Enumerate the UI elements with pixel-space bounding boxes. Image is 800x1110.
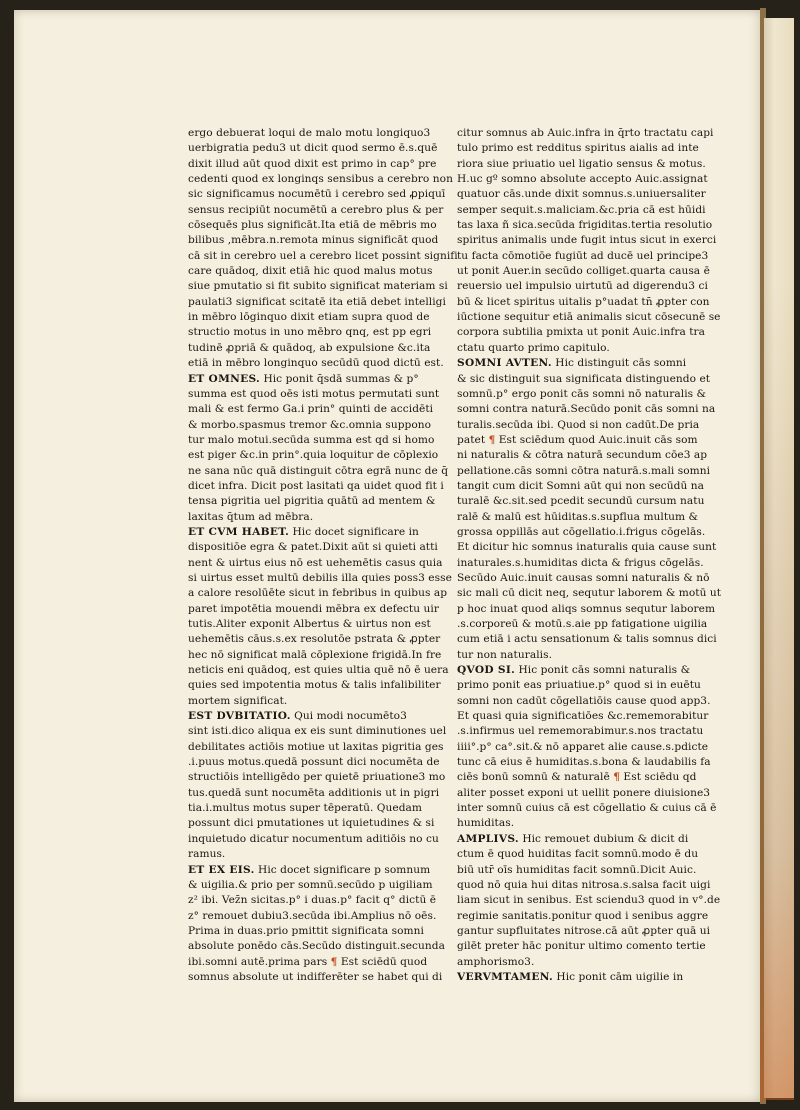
text-line: paulati3 significat scitatē ita etiā debet intelligi [188, 295, 446, 308]
text-line: etiā in mēbro longinquo secūdū quod dictū est. [188, 357, 444, 370]
text-line: in mēbro lōginquo dixit etiam supra quod de [188, 311, 430, 324]
text-line: quies sed impotentia motus & talis infalibiliter [188, 679, 441, 692]
text-line: tia.i.multus motus super tēperatū. Quedam [188, 802, 423, 815]
text-line: hec nō significat malā cōplexione frigidā.In fre [188, 648, 442, 661]
text-line: si uirtus esset multū debilis illa quies poss3 esse [188, 571, 452, 584]
text-line: Secūdo Auic.inuit causas somni naturalis & nō [457, 571, 710, 584]
text-line: spiritus animalis unde fugit intus sicut in exerci [457, 234, 717, 247]
text-line: .s.infirmus uel rememorabimur.s.nos tractatu [457, 725, 704, 738]
rubric-heading: SOMNI AVTEN. [457, 357, 552, 370]
rubric-line: ET CVM HABET. Hic docet significare in [188, 525, 419, 538]
text-line: primo ponit eas priuatiue.p° quod si in euētu [457, 679, 701, 692]
text-line: biū utr̄ oīs humiditas facit somnū.Dicit Auic. [457, 863, 697, 876]
text-line: tunc cā eius ē humiditas.s.bona & laudabilis fa [457, 756, 711, 769]
text-line: cōsequēs plus significāt.Ita etiā de mēbris mo [188, 219, 437, 232]
text-line: ut ponit Auer.in secūdo colliget.quarta causa ē [457, 265, 710, 278]
text-line: iiii°.p° ca°.sit.& nō apparet alie cause.s.pdicte [457, 740, 709, 753]
page-edge-stain [760, 280, 794, 1100]
text-line: semper sequit.s.maliciam.&c.pria cā est hūidi [457, 203, 706, 216]
text-line: uehemētis cāus.s.ex resolutōe pstrata & ꝓpter [188, 633, 441, 646]
text-line: bilibus ,mēbra.n.remota minus significāt quod [188, 234, 439, 247]
text-line: dicet infra. Dicit post lasitati qa uidet quod fit i [188, 479, 444, 492]
text-line: inter somnū cuius cā est cōgellatio & cuius cā ē [457, 802, 717, 815]
text-line: care quādoq, dixit etiā hic quod malus motus [188, 265, 433, 278]
text-line: gantur supfluitates nitrose.cā aūt ꝓpter quā ui [457, 924, 711, 937]
text-line: Et quasi quia significatiōes &c.rememorabitur [457, 710, 709, 723]
text-line: corpora subtilia pmixta ut ponit Auic.infra tra [457, 326, 706, 339]
text-line: somni non cadūt cōgellatiōis cause quod app3. [457, 694, 711, 707]
text-line: ramus. [188, 848, 226, 861]
text-line: pellatione.cās somni cōtra naturā.s.mali somni [457, 464, 711, 477]
text-line: ergo debuerat loqui de malo motu longiquo3 [188, 127, 431, 139]
rubric-line: ET EX EIS. Hic docet significare p somnum [188, 863, 431, 876]
text-line: bū & licet spiritus uitalis p°uadat tn̄ ꝓpter con [457, 295, 710, 308]
text-line: tensa pigritia uel pigritia quātū ad mentem & [188, 495, 436, 508]
text-line: iūctione sequitur etiā animalis sicut cōsecunē se [457, 311, 721, 324]
text-line: sensus recipiūt nocumētū a cerebro plus & per [188, 203, 444, 216]
rubric-heading: ET CVM HABET. [188, 525, 290, 538]
rubric-heading: AMPLIVS. [457, 832, 519, 845]
text-line: dispositiōe egra & patet.Dixit aūt si quieti atti [188, 541, 438, 554]
text-line: tutis.Aliter exponit Albertus & uirtus non est [188, 618, 431, 630]
text-line: tulo primo est redditus spiritus aialis ad inte [457, 142, 699, 155]
text-line: tus.quedā sunt nocumēta additionis ut in pigri [188, 786, 440, 799]
text-line: tur malo motui.secūda summa est qd si homo [188, 433, 435, 446]
text-line: somnū.p° ergo ponit cās somni nō naturalis & [457, 387, 707, 400]
rubric-line: VERVMTAMEN. Hic ponit cām uigilie in [457, 970, 684, 983]
text-line: z° remouet dubiu3.secūda ibi.Amplius nō oēs. [188, 909, 437, 922]
paragraph-mark-icon: ¶ [488, 433, 496, 446]
text-line: tur non naturalis. [457, 648, 552, 661]
text-line: z² ibi. Vez̄n sicitas.p° i duas.p° facit q° dictū ē [188, 894, 437, 907]
text-line: tas laxa ñ sica.secūda frigiditas.tertia resolutio [457, 219, 713, 232]
text-line: regimie sanitatis.ponitur quod i senibus aggre [457, 909, 709, 922]
text-line: paret impotētia mouendi mēbra ex defectu uir [188, 602, 439, 615]
text-line: ciēs bonū somnū & naturalē ¶ Est sciēdu qd [457, 771, 697, 784]
paragraph-mark-icon: ¶ [330, 955, 338, 968]
text-line: ibi.somni autē.prima pars ¶ Est sciēdū quod [188, 955, 428, 968]
text-line: inaturales.s.humiditas dicta & frigus cōgelās. [457, 556, 704, 569]
text-line: cā sit in cerebro uel a cerebro licet possint signifi [188, 249, 458, 262]
text-line: patet ¶ Est sciēdum quod Auic.inuit cās som [457, 433, 698, 446]
text-line: & morbo.spasmus tremor &c.omnia suppono [188, 418, 432, 431]
text-line: tu facta cōmotiōe fugiūt ad ducē uel principe3 [457, 249, 709, 262]
rubric-heading: EST DVBITATIO. [188, 710, 291, 723]
right-text-column [457, 126, 722, 985]
text-line: amphorismo3. [457, 955, 535, 968]
text-line: ctatu quarto primo capitulo. [457, 341, 610, 354]
rubric-line: ET OMNES. Hic ponit q̄sdā summas & p° [188, 372, 419, 385]
text-line: .i.puus motus.quedā possunt dici nocumēta de [188, 756, 440, 769]
text-line: aliter posset exponi ut uellit ponere diuisione3 [457, 786, 711, 799]
text-line: gilēt preter hāc ponitur ultimo comento tertie [457, 940, 706, 953]
rubric-heading: ET EX EIS. [188, 863, 255, 876]
rubric-line: AMPLIVS. Hic remouet dubium & dicit di [457, 832, 689, 845]
text-line: siue pmutatio si fit subito significat materiam si [188, 280, 448, 293]
text-line: absolute ponēdo cās.Secūdo distinguit.secunda [188, 940, 445, 953]
text-line: sint isti.dico aliqua ex eis sunt diminutiones uel [188, 725, 447, 738]
text-line: ctum ē quod huiditas facit somnū.modo ē du [457, 848, 699, 861]
text-line: neticis eni quādoq, est quies ultia quē nō ē uera [188, 664, 449, 677]
text-line: citur somnus ab Auic.infra in q̄rto tractatu capi [457, 127, 714, 139]
text-line: sic significamus nocumētū i cerebro sed ꝓpiquī [188, 188, 446, 201]
text-line: quatuor cās.unde dixit somnus.s.uniuersaliter [457, 188, 706, 201]
text-line: dixit illud aūt quod dixit est primo in cap° pre [188, 157, 437, 170]
text-line: H.uc gº somno absolute accepto Auic.assignat [457, 173, 708, 186]
text-line: somni contra naturā.Secūdo ponit cās somni na [457, 403, 716, 416]
text-line: structiōis intelligēdo per quietē priuatione3 mo [188, 771, 446, 784]
text-line: ralē & malū est hūiditas.s.supflua multum & [457, 510, 699, 523]
text-line: cedenti quod ex longinqs sensibus a cerebro non [188, 173, 453, 186]
rubric-line: EST DVBITATIO. Qui modi nocumēto3 [188, 710, 407, 723]
text-line: tudinē ꝓpriā & quādoq, ab expulsione &c.ita [188, 341, 431, 354]
text-line: uerbigratia pedu3 ut dicit quod sermo ē.s.quē [188, 142, 438, 155]
text-line: grossa oppillās aut cōgellatio.i.frigus cōgelās. [457, 525, 706, 538]
text-line: structio motus in uno mēbro qnq, est pp egri [188, 326, 432, 339]
text-line: & sic distinguit sua significata distinguendo et [457, 372, 711, 385]
text-line: somnus absolute ut indifferēter se habet qui di [188, 970, 443, 983]
text-line: Prima in duas.prio pmittit significata somni [188, 924, 424, 937]
text-line: mali & est fermo Ga.i prin° quinti de accidēti [188, 403, 434, 416]
rubric-line: SOMNI AVTEN. Hic distinguit cās somni [457, 357, 687, 370]
text-line: est piger &c.in prin°.quia loquitur de cōplexio [188, 449, 439, 462]
text-line: mortem significat. [188, 694, 288, 707]
text-line: reuersio uel impulsio uirtutū ad digerendu3 ci [457, 280, 708, 293]
text-line: p hoc inuat quod aliqs somnus sequtur laborem [457, 602, 716, 615]
text-line: liam sicut in senibus. Est sciendu3 quod in v°.de [457, 894, 721, 907]
text-line: inquietudo dicatur nocumentum aditiōis no cu [188, 832, 439, 845]
text-line: a calore resolūēte sicut in febribus in quibus ap [188, 587, 448, 600]
paragraph-mark-icon: ¶ [613, 771, 621, 784]
text-line: turalē &c.sit.sed pcedit secundū cursum natu [457, 495, 705, 508]
text-line: laxitas q̄tum ad mēbra. [188, 510, 314, 523]
text-line: .s.corporeū & motū.s.aie pp fatigatione uigilia [457, 618, 708, 630]
text-line: possunt dici pmutationes ut iquietudines & si [188, 817, 435, 830]
text-line: riora siue priuatio uel ligatio sensus & motus. [457, 157, 706, 170]
text-line: nent & uirtus eius nō est uehemētis casus quia [188, 556, 443, 569]
text-line: tangit cum dicit Somni aūt qui non secūdū na [457, 479, 705, 492]
text-line: summa est quod oēs isti motus permutati sunt [188, 387, 440, 400]
text-line: quod nō quia hui ditas nitrosa.s.salsa facit uigi [457, 878, 711, 891]
rubric-heading: ET OMNES. [188, 372, 261, 385]
rubric-heading: VERVMTAMEN. [457, 970, 553, 983]
text-line: humiditas. [457, 817, 515, 830]
text-line: turalis.secūda ibi. Quod si non cadūt.De pria [457, 418, 700, 431]
text-line: & uigilia.& prio per somnū.secūdo p uigiliam [188, 878, 433, 891]
text-line: sic mali cū dicit neq, sequtur laborem & motū ut [457, 587, 722, 600]
text-line: Et dicitur hic somnus inaturalis quia cause sunt [457, 541, 717, 554]
text-line: ni naturalis & cōtra naturā secundum cōe3 ap [457, 449, 708, 462]
text-line: debilitates actiōis motiue ut laxitas pigritia ges [188, 740, 444, 753]
rubric-line: QVOD SI. Hic ponit cās somni naturalis & [457, 664, 691, 677]
left-text-column [188, 126, 458, 985]
text-line: cum etiā i actu sensationum & talis somnus dici [457, 633, 717, 646]
rubric-heading: QVOD SI. [457, 664, 516, 677]
text-line: ne sana nūc quā distinguit cōtra egrā nunc de q̄ [188, 464, 449, 477]
